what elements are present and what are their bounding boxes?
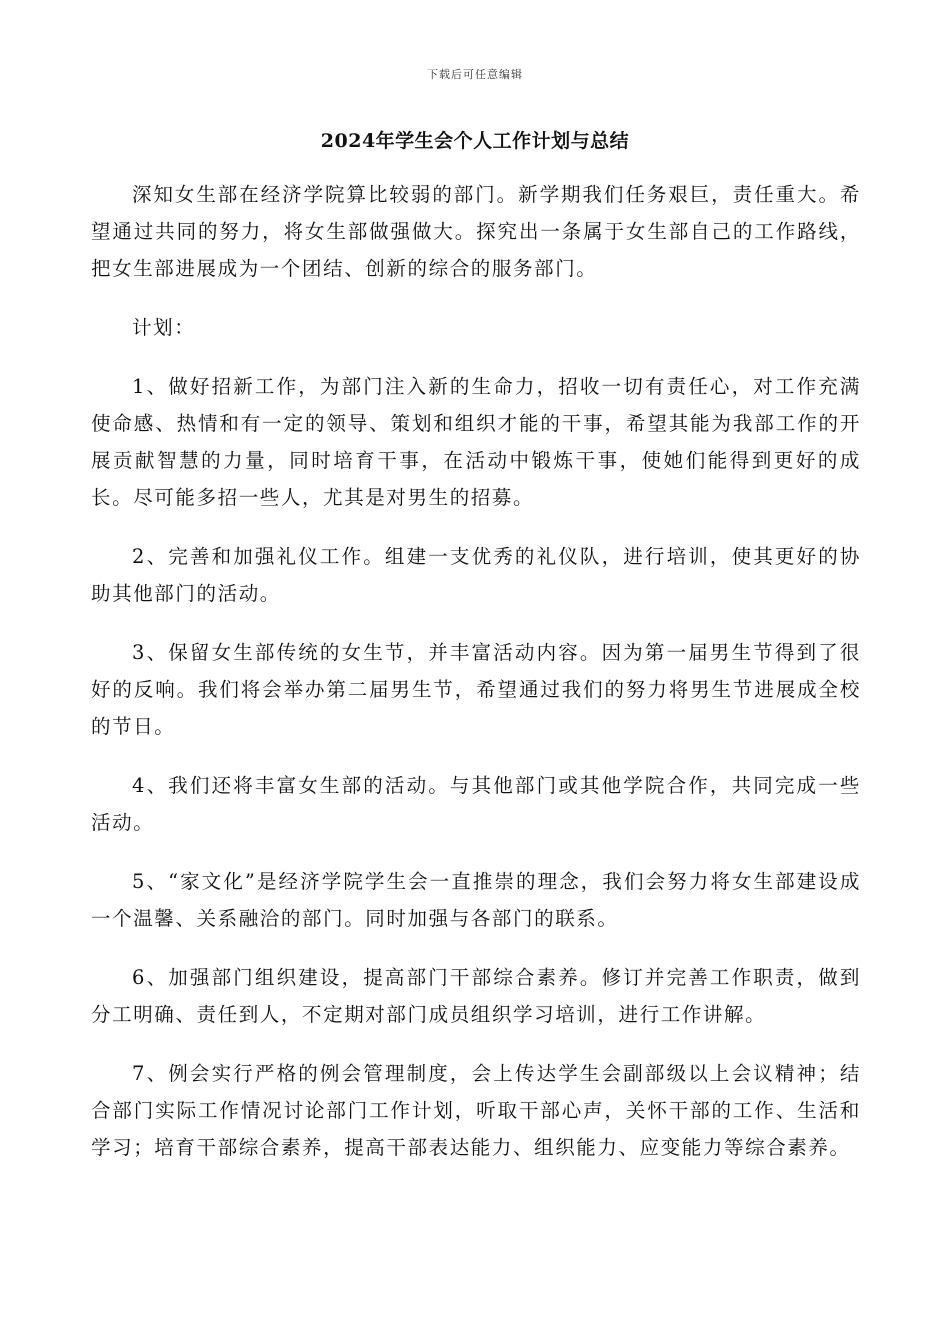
paragraph-item-5: 5、“家文化”是经济学院学生会一直推崇的理念，我们会努力将女生部建设成一个温馨、关系融洽的部门。同时加强与各部门的联系。 [91, 870, 861, 930]
paragraph-item-2: 2、完善和加强礼仪工作。组建一支优秀的礼仪队，进行培训，使其更好的协助其他部门的活动。 [91, 545, 861, 605]
paragraph-item-4: 4、我们还将丰富女生部的活动。与其他部门或其他学院合作，共同完成一些活动。 [91, 774, 861, 834]
paragraph-intro: 深知女生部在经济学院算比较弱的部门。新学期我们任务艰巨，责任重大。希望通过共同的努力，将女生部做强做大。探究出一条属于女生部自己的工作路线，把女生部进展成为一个团结、创新的综合的服务部门。 [91, 183, 861, 280]
paragraph-item-3: 3、保留女生部传统的女生节，并丰富活动内容。因为第一届男生节得到了很好的反响。我们将会举办第二届男生节，希望通过我们的努力将男生节进展成全校的节日。 [91, 641, 861, 738]
paragraph-item-1: 1、做好招新工作，为部门注入新的生命力，招收一切有责任心，对工作充满使命感、热情和有一定的领导、策划和组织才能的干事，希望其能为我部工作的开展贡献智慧的力量，同时培育干事，在活动中锻炼干事，使她们能得到更好的成长。尽可能多招一些人，尤其是对男生的招募。 [91, 375, 861, 509]
document-body [91, 176, 861, 1188]
paragraph-item-7: 7、例会实行严格的例会管理制度，会上传达学生会副部级以上会议精神；结合部门实际工作情况讨论部门工作计划，听取干部心声，关怀干部的工作、生活和学习；培育干部综合素养，提高干部表达能力、组织能力、应变能力等综合素养。 [91, 1062, 861, 1159]
paragraph-item-6: 6、加强部门组织建设，提高部门干部综合素养。修订并完善工作职责，做到分工明确、责任到人，不定期对部门成员组织学习培训，进行工作讲解。 [91, 966, 861, 1026]
header-note: 下载后可任意编辑 [427, 68, 523, 81]
paragraph-plan-heading: 计划： [132, 316, 196, 339]
document-title: 2024年学生会个人工作计划与总结 [320, 130, 630, 152]
